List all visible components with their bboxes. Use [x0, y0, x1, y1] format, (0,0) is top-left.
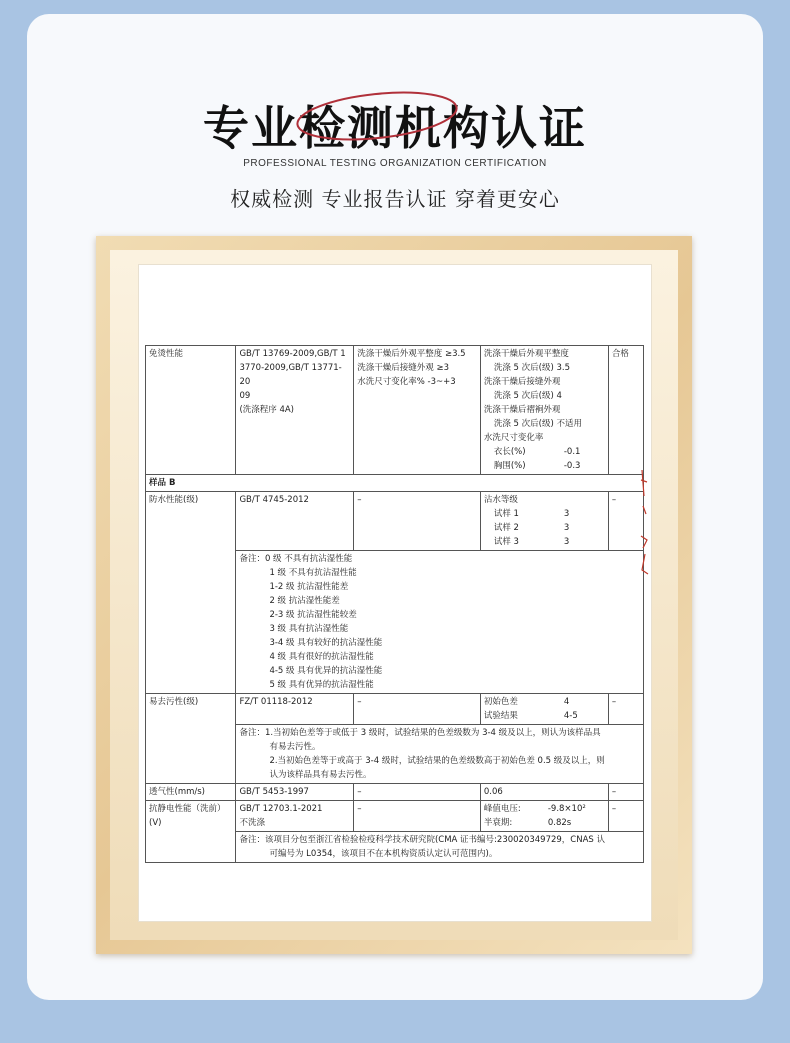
- result-cell: 洗涤干燥后外观平整度 洗涤 5 次后(级) 3.5 洗涤干燥后接缝外观 洗涤 5 次后(级) 4 洗涤干燥后褶裥外观 洗涤 5 次后(级) 不适用 水洗尺寸变化率 衣长(%) -0.1 胸围(%) -0.3: [480, 346, 608, 475]
- verdict-cell: –: [608, 784, 643, 801]
- red-handwriting-mark: [638, 466, 654, 582]
- result-cell: 0.06: [480, 784, 608, 801]
- red-circle-mark: [292, 86, 462, 144]
- requirement-cell: –: [354, 492, 481, 551]
- standard-cell: GB/T 13769-2009,GB/T 1 3770-2009,GB/T 13771-20 09 (洗涤程序 4A): [236, 346, 354, 475]
- standard-cell: FZ/T 01118-2012: [236, 694, 354, 725]
- page-title: 专业检测机构认证: [203, 101, 587, 155]
- sample-label: 样品 B: [146, 475, 644, 492]
- requirement-cell: –: [354, 801, 481, 832]
- result-cell: 初始色差 4 试验结果 4-5: [480, 694, 608, 725]
- requirement-cell: –: [354, 694, 481, 725]
- table-row: [146, 492, 644, 551]
- standard-cell: GB/T 4745-2012: [236, 492, 354, 551]
- item-cell: 防水性能(级): [146, 492, 236, 694]
- verdict-cell: –: [608, 492, 643, 551]
- english-subtitle: PROFESSIONAL TESTING ORGANIZATION CERTIFICATION: [243, 158, 547, 169]
- notes-cell: 备注：该项目分包至浙江省检验检疫科学技术研究院(CMA 证书编号:230020349729，CNAS 认 可编号为 L0354，该项目不在本机构资质认定认可范围内)。: [236, 832, 644, 863]
- verdict-cell: 合格: [608, 346, 643, 475]
- table-row: [146, 475, 644, 492]
- standard-cell: GB/T 12703.1-2021 不洗涤: [236, 801, 354, 832]
- item-cell: 免烫性能: [146, 346, 236, 475]
- item-cell: 透气性(mm/s): [146, 784, 236, 801]
- notes-cell: 备注：1.当初始色差等于或低于 3 级时，试验结果的色差级数为 3-4 级及以上，则认为该样品具 有易去污性。 2.当初始色差等于或高于 3-4 级时，试验结果的色差级数高于初始色差 0.5 级及以上，则 认为该样品具有易去污性。: [236, 725, 644, 784]
- verdict-cell: –: [608, 801, 643, 832]
- standard-cell: GB/T 5453-1997: [236, 784, 354, 801]
- result-cell: 沾水等级 试样 1 3 试样 2 3 试样 3 3: [480, 492, 608, 551]
- item-cell: 易去污性(级): [146, 694, 236, 784]
- notes-cell: 备注：0 级 不具有抗沾湿性能 1 级 不具有抗沾湿性能 1-2 级 抗沾湿性能差 2 级 抗沾湿性能差 2-3 级 抗沾湿性能较差 3 级 具有抗沾湿性能 3-4 级 具有较好的抗沾湿性能 4 级 具有很好的抗沾湿性能 4-5 级 具有优异的抗沾湿性能 5 级 具有优异的抗沾湿性能: [236, 551, 644, 694]
- tagline: 权威检测 专业报告认证 穿着更安心: [230, 187, 560, 211]
- table-row: [146, 784, 644, 801]
- result-cell: 峰值电压: -9.8×10² 半衰期: 0.82s: [480, 801, 608, 832]
- item-cell: 抗静电性能（洗前）(V): [146, 801, 236, 863]
- verdict-cell: –: [608, 694, 643, 725]
- table-row: [146, 801, 644, 832]
- table-row: [146, 694, 644, 725]
- requirement-cell: –: [354, 784, 481, 801]
- report-table: [145, 345, 644, 863]
- requirement-cell: 洗涤干燥后外观平整度 ≥3.5 洗涤干燥后接缝外观 ≥3 水洗尺寸变化率% -3~+3: [354, 346, 481, 475]
- table-row: [146, 346, 644, 475]
